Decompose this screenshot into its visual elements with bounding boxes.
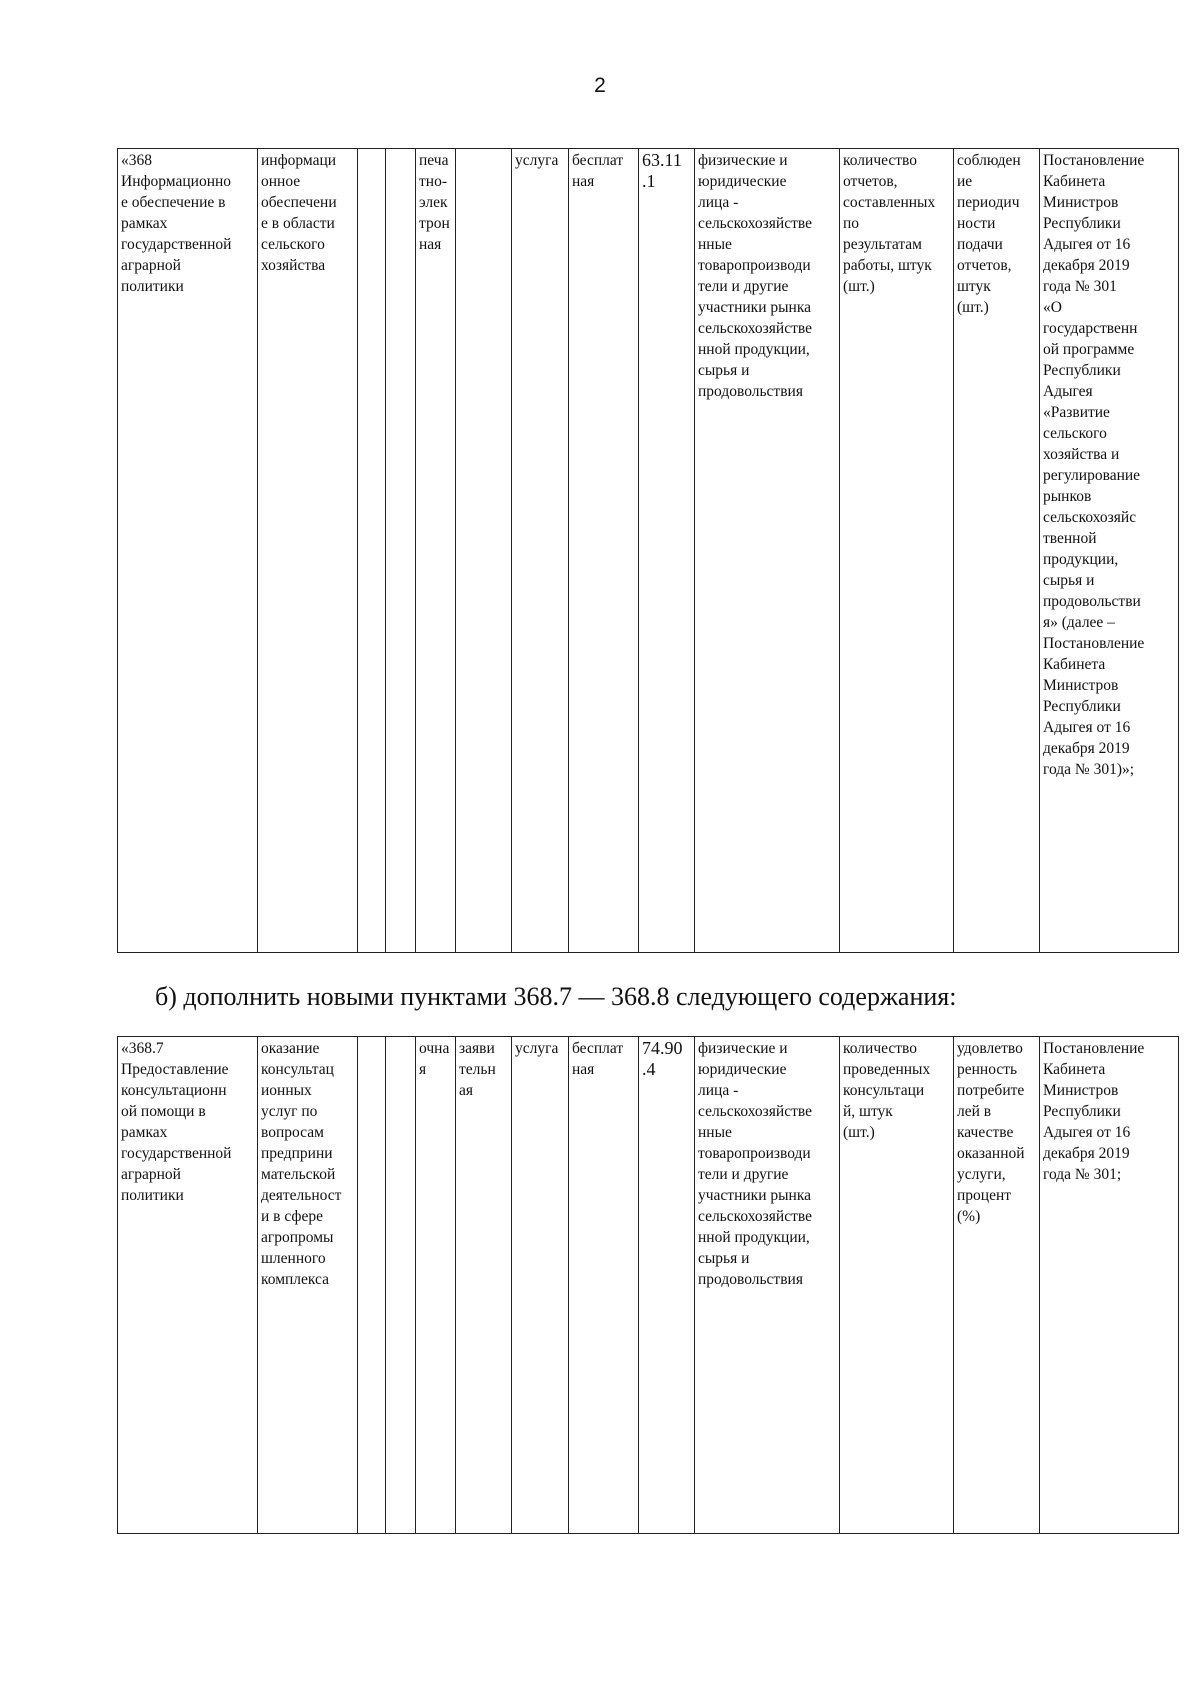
quality-indicator-cell: соблюден ие периодич ности подачи отчетов, штук (шт.) xyxy=(954,149,1040,953)
volume-indicator-cell: количество отчетов, составленных по результатам работы, штук (шт.) xyxy=(840,149,954,953)
consumers-cell: физические и юридические лица - сельскохозяйстве нные товаропроизводи тели и другие участники рынка сельскохозяйстве нной продукции, сырья и продовольствия xyxy=(695,149,840,953)
payment-cell: бесплат ная xyxy=(569,1037,639,1534)
empty-cell xyxy=(456,149,512,953)
item-number: «368.7 xyxy=(121,1040,164,1057)
item-number: «368 xyxy=(121,152,152,169)
table-row xyxy=(118,149,1179,953)
section-heading-b: б) дополнить новыми пунктами 368.7 — 368.8 следующего содержания: xyxy=(155,982,957,1011)
okved-code-cell: 63.11 .1 xyxy=(639,149,695,953)
legal-basis-cell: Постановление Кабинета Министров Республики Адыгея от 16 декабря 2019 года № 301 «О государственн ой программе Республики Адыгея «Развитие сельского хозяйства и регулирование рынков сельскохозяйс твенной продукции, сырья и продовольстви я» (далее – Постановление Кабинета Министров Республики Адыгея от 16 декабря 2019 года № 301)»; xyxy=(1040,149,1179,953)
empty-cell xyxy=(358,149,386,953)
empty-cell xyxy=(386,149,416,953)
service-content-cell: оказание консультац ионных услуг по вопросам предприни мательской деятельност и в сфере агропромы шленного комплекса xyxy=(258,1037,358,1534)
service-form-cell: очна я xyxy=(416,1037,456,1534)
registry-table-368 xyxy=(117,148,1179,953)
service-form-cell: печа тно- элек трон ная xyxy=(416,149,456,953)
item-number-and-name-cell xyxy=(118,1037,258,1534)
okved-code-cell: 74.90 .4 xyxy=(639,1037,695,1534)
empty-cell xyxy=(386,1037,416,1534)
table-row xyxy=(118,1037,1179,1534)
item-number-and-name-cell xyxy=(118,149,258,953)
service-content-cell: информаци онное обеспечени е в области сельского хозяйства xyxy=(258,149,358,953)
registry-table-368-7 xyxy=(117,1036,1179,1534)
page-number: 2 xyxy=(594,74,606,97)
payment-cell: бесплат ная xyxy=(569,149,639,953)
service-name: Информационно е обеспечение в рамках государственной аграрной политики xyxy=(121,173,232,295)
basis-kind-cell: заяви тельн ая xyxy=(456,1037,512,1534)
consumers-cell: физические и юридические лица - сельскохозяйстве нные товаропроизводи тели и другие участники рынка сельскохозяйстве нной продукции, сырья и продовольствия xyxy=(695,1037,840,1534)
legal-basis-cell: Постановление Кабинета Министров Республики Адыгея от 16 декабря 2019 года № 301; xyxy=(1040,1037,1179,1534)
quality-indicator-cell: удовлетво ренность потребите лей в качестве оказанной услуги, процент (%) xyxy=(954,1037,1040,1534)
volume-indicator-cell: количество проведенных консультаци й, штук (шт.) xyxy=(840,1037,954,1534)
service-type-cell: услуга xyxy=(512,149,569,953)
service-name: Предоставление консультационн ой помощи в рамках государственной аграрной политики xyxy=(121,1061,232,1204)
service-type-cell: услуга xyxy=(512,1037,569,1534)
empty-cell xyxy=(358,1037,386,1534)
